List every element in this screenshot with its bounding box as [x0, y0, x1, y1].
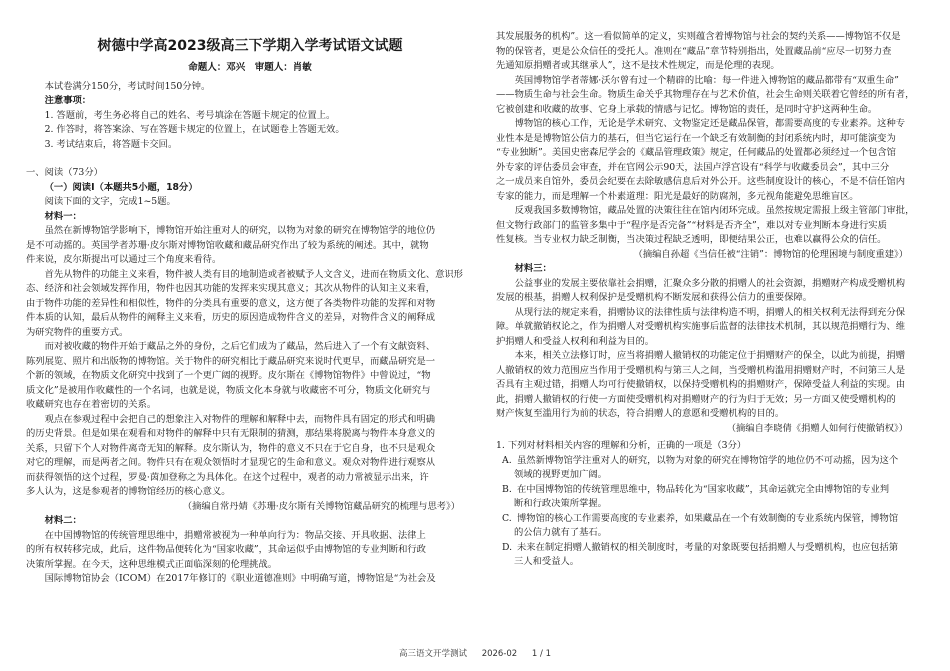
- option-label: C.: [502, 512, 512, 524]
- notice-item: 3. 考试结束后，将答题卡交回。: [44, 138, 178, 150]
- material-title: 材料三：: [514, 263, 552, 274]
- paragraph-line: 此，捐赠人撤销权的行使一方面使受赠机构对捐赠财产的行为归于无效；另一方面又使受赠机构的: [496, 393, 896, 405]
- section-heading: 一、阅读（73分）: [26, 167, 103, 178]
- paragraph-line: 障。单就撤销权论之，作为捐赠人对受赠机构实施事后监督的法律技术机制，其以规范捐赠行为、维: [496, 321, 906, 332]
- paragraph-line: 之一成员来自馆外，委员会纪要在去除敏感信息后对外公开。这些制度设计的核心，不是不信任馆内: [496, 176, 906, 187]
- paragraph-line: 外专家的评估委员会审查，并在官网公示90天，法国卢浮宫设有“科学与收藏委员会”，其中三分: [496, 161, 890, 173]
- material-source: （摘编自孙超《当信任被“注销”：博物馆的伦理困境与制度重建》）: [633, 248, 908, 260]
- paragraph-line: 反观我国多数博物馆，藏品处置的决策往往在馆内闭环完成。虽然按规定需报上级主管部门审批，: [514, 205, 915, 216]
- paragraph-line: 财产恢复至滥用行为前的状态，符合捐赠人的意愿和受赠机构的目的。: [496, 408, 785, 419]
- paragraph-line: 护捐赠人和受益人权利和利益为目的。: [496, 335, 655, 347]
- intro-line: 本试卷满分150分，考试时间150分钟。: [44, 80, 211, 92]
- question-option-d-cont: [496, 555, 922, 570]
- paragraph-line: 虽然在新博物馆学影响下，博物馆开始注重对人的研究，以物为对象的研究在博物馆学的地位仍: [44, 225, 436, 236]
- question-option-b-cont: [496, 497, 922, 512]
- exam-title: 树德中学高2023级高三下学期入学考试语文试题: [97, 38, 403, 54]
- paragraph-line: 关系，只留下个人对物件离奇无知的解释。皮尔斯认为，物件的意义不只在于它自身，也不只是观众: [26, 442, 436, 454]
- option-label: D.: [502, 541, 513, 553]
- paragraph-line: 多人认为，这是参观者的博物馆经历的核心意义。: [26, 486, 231, 497]
- paragraph-line: 否具有主观过错，捐赠人均可行使撤销权，以保持受赠机构的捐赠财产，保障受益人利益的实现。由: [496, 379, 906, 390]
- footer-page: 1 / 1: [531, 649, 552, 659]
- question-option-d: [496, 541, 922, 556]
- paragraph-line: 个新的领域，在物质文化研究中找到了一个更广阔的视野。皮尔斯在《博物馆物件》中曾说过，“物: [26, 370, 431, 381]
- paragraph-line: 其发展服务的机构”。这一看似简单的定义，实则蕴含着博物馆与社会的契约关系——博物馆不仅是: [496, 31, 901, 42]
- option-text: 领域的视野更加广阔。: [514, 469, 607, 480]
- paragraph-line: 从现行法的规定来看，捐赠协议的法律性质与法律构造不明，捐赠人的相关权利无法得到充分保: [514, 306, 906, 318]
- footer-date: 2026-02: [481, 649, 518, 659]
- paragraph-line: 是不可动摇的。英国学者苏珊·皮尔斯对博物馆收藏和藏品研究作出了较为系统的阐述。其中，就物: [26, 239, 429, 251]
- material-source: （摘编自李晓倩《捐赠人如何行使撤销权》）: [726, 422, 908, 434]
- paragraph-line: 公益事业的发展主要依靠社会捐赠，汇聚众多分散的捐赠人的社会资源，捐赠财产构成受赠机构: [514, 277, 906, 289]
- paragraph-line: 为研究物件的重要方式。: [26, 326, 129, 338]
- paragraph-line: 但文物行政部门的监管多集中于“程序是否完备”“材料是否齐全”，难以对专业判断本身进行实质: [496, 219, 887, 231]
- page-footer: [0, 647, 950, 659]
- right-column: [496, 30, 922, 570]
- notice-title: 注意事项：: [44, 95, 92, 106]
- paragraph-line: 发展的根基，捐赠人权利保护是受赠机构不断发展和获得公信力的重要保障。: [496, 292, 813, 303]
- paragraph-line: 专家的能力，而是理解一个朴素道理：阳光是最好的防腐剂，多元视角能避免思维盲区。: [496, 190, 859, 202]
- paragraph-line: 的历史背景。但是如果在观看和对物件的解释中只有无限制的猜测，那结果将脱离与物件本身意义的: [26, 428, 436, 439]
- option-text: 三人和受益人。: [514, 556, 580, 567]
- notice-item: 2. 作答时，将答案涂、写在答题卡规定的位置上，在试题卷上答题无效。: [44, 124, 345, 135]
- paragraph-line: 性复核。当专业权力缺乏制衡，当决策过程缺乏透明，即便结果公正，也难以赢得公众的信任。: [496, 234, 887, 245]
- paragraph-line: 件来说，皮尔斯提出可以通过三个角度来看待。: [26, 254, 222, 265]
- paragraph-line: 英国博物馆学者蒂娜·沃尔曾有过一个精辟的比喻：每一件进入博物馆的藏品都带有“双重生命”: [514, 74, 899, 86]
- paragraph-line: 而获得领悟的这个过程，罗曼·茵加登称之为具体化。在这个过程中，观者的动力常被显示出来，许: [26, 471, 429, 483]
- paragraph-line: 它被创建和收藏的故事、它身上承载的情感与记忆。博物馆的责任，是同时守护这两种生命。: [496, 103, 878, 115]
- notice-item: 1. 答题前，考生务必将自己的姓名、考号填涂在答题卡规定的位置上。: [44, 109, 336, 121]
- material-title: 材料二：: [44, 515, 82, 526]
- paragraph-line: 博物馆的核心工作，无论是学术研究、文物鉴定还是藏品保管，都需要高度的专业素养。这种专: [514, 118, 906, 129]
- paragraph-line: 首先从物件的功能主义来看，物件被人类有目的地制造或者被赋予人文含义，进而在物质文化、意识形: [44, 268, 463, 280]
- material-source: （摘编自常丹婧《苏珊·皮尔斯有关博物馆藏品研究的梳理与思考》）: [182, 500, 460, 512]
- question-stem: 1. 下列对材料相关内容的理解和分析，正确的一项是（3分）: [496, 440, 747, 451]
- paragraph-line: 件本质的认知，最后从物件的阐释主义来看，历史的原因造成物件含义的差异，对物件含义的阐释成: [26, 312, 436, 323]
- instruction: 阅读下面的文字，完成1~5题。: [44, 196, 176, 207]
- paragraph-line: 陈列展览、照片和出版物的博物馆。关于物件的研究相比于藏品研究来说时代更早，而藏品研究是一: [26, 355, 436, 367]
- paragraph-line: 观点在参观过程中会把自己的想象注入对物件的理解和解释中去，而物件具有固定的形式和明确: [44, 413, 436, 425]
- paragraph-line: 收藏研究也存在着密切的关系。: [26, 399, 157, 410]
- paragraph-line: 业性本是是博物馆公信力的基石，但当它运行在一个缺乏有效制衡的封闭系统内时，却可能演变为: [496, 132, 896, 144]
- question-option-a: [496, 454, 922, 469]
- option-text: 的公信力就有了基石。: [514, 527, 607, 538]
- option-label: A.: [502, 454, 512, 466]
- option-text: 博物馆的核心工作需要高度的专业素养，如果藏品在一个有效制衡的专业系统内保管，博物馆: [516, 512, 899, 524]
- paragraph-line: 态、经济和社会领域发挥作用，物件也因其功能的发挥来实现其意义；其次从物件的认知主义来看，: [26, 283, 436, 294]
- footer-name: 高三语文开学测试: [398, 649, 467, 659]
- question-option-b: [496, 483, 922, 498]
- paragraph-line: “专业独断”。美国史密森尼学会的《藏品管理政策》规定，任何藏品的处置都必须经过一个包含馆: [496, 147, 896, 158]
- question-option-c: [496, 512, 922, 527]
- material-title: 材料一：: [44, 210, 82, 222]
- sub-heading: （一）阅读Ⅰ（本题共5小题，18分）: [44, 181, 198, 193]
- question-option-a-cont: [496, 468, 922, 483]
- paragraph-line: ——物质生命与社会生命。物质生命关乎其物理存在与艺术价值，社会生命则关联着它曾经的所有者，: [496, 89, 915, 100]
- paragraph-line: 决策所掌握。在今天，这种思维模式正面临深刻的伦理挑战。: [26, 558, 278, 570]
- paragraph-line: 物的保管者，更是公众信任的受托人。准则在“藏品”章节特别指出，处置藏品前“应尽一切努力查: [496, 45, 892, 57]
- paragraph-line: 而对被收藏的物件开始于藏品之外的身份，之后它们成为了藏品，然后进入了一个有文献资料、: [44, 341, 436, 352]
- paragraph-line: 国际博物馆协会（ICOM）在2017年修订的《职业道德准则》中明确写道，博物馆是“为社会及: [44, 573, 436, 584]
- paragraph-line: 由于物件功能的差异性和相似性，物件的分类具有重要的意义，这方便了各类物件功能的发挥和对物: [26, 297, 436, 309]
- option-text: 断和行政决策所掌握。: [514, 498, 607, 509]
- paragraph-line: 对它的理解，而是两者之间。物件只有在观众领悟时才显现它的生命和意义。观众对物件进行观察从: [26, 457, 436, 468]
- exam-authors: 命题人：邓兴 审题人：肖敏: [188, 62, 312, 73]
- paragraph-line: 质文化”是被用作收藏性的一个名词，也就是说，物质文化本身就与收藏密不可分，物质文化研究与: [26, 384, 431, 396]
- left-column: [26, 28, 474, 587]
- paragraph-line: 在中国博物馆的传统管理思维中，捐赠常被视为一种单向行为：物品交接、开具收据、法律上: [44, 529, 426, 541]
- option-text: 虽然新博物馆学注重对人的研究，以物为对象的研究在博物馆学的地位仍不可动摇，因为这个: [516, 454, 899, 466]
- option-text: 未来在制定捐赠人撤销权的相关制度时，考量的对象既要包括捐赠人与受赠机构，也应包括第: [516, 541, 899, 553]
- question-option-c-cont: [496, 526, 922, 541]
- option-label: B.: [502, 483, 512, 495]
- paragraph-line: 的所有权转移完成，此后，这件物品便转化为“国家收藏”，其命运似乎由博物馆的专业判断和行政: [26, 544, 426, 555]
- option-text: 在中国博物馆的传统管理思维中，物品转化为“国家收藏”，其命运就完全由博物馆的专业判: [516, 483, 890, 495]
- paragraph-line: 人撤销权的效力范围应当作用于受赠机构与第三人之间，当受赠机构滥用捐赠财产时，不问第三人是: [496, 364, 906, 376]
- paragraph-line: 本来，相关立法修订时，应当将捐赠人撤销权的功能定位于捐赠财产的保全，以此为前提，捐赠: [514, 350, 906, 361]
- paragraph-line: 先通知原捐赠者或其继承人”，这不是技术性规定，而是伦理的表现。: [496, 60, 780, 71]
